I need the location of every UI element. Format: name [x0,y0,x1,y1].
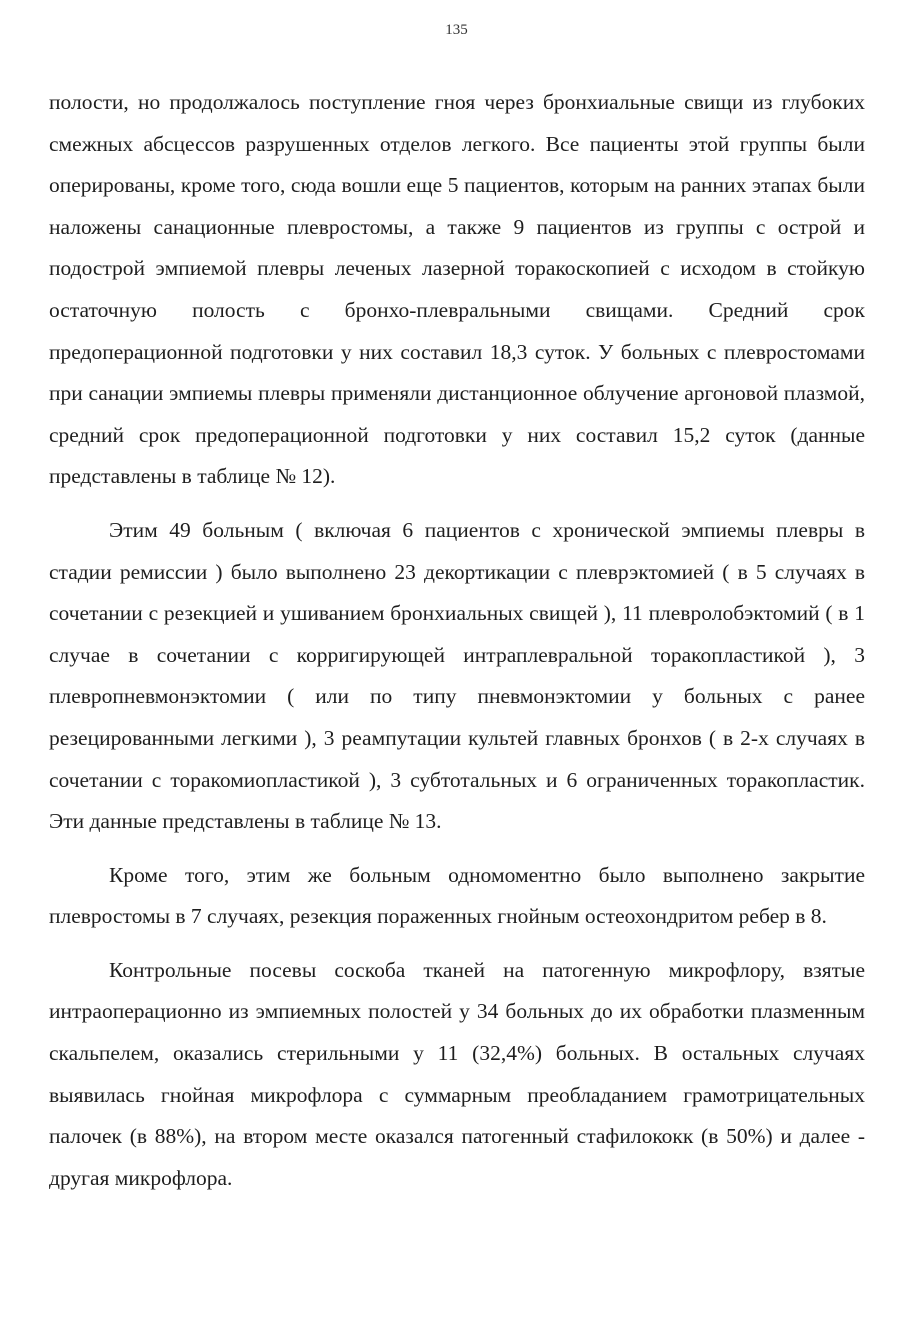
page-number: 135 [445,22,468,38]
paragraph-continuation: полости, но продолжалось поступление гноя через бронхиальные свищи из глубоких смежных абсцессов разрушенных отделов легкого. Все пациенты этой группы были оперированы, кроме того, сюда вошли еще 5 пациентов, которым на ранних этапах были наложены санационные плевростомы, а также 9 пациентов из группы с острой и подострой эмпиемой плевры леченых лазерной торакоскопией с исходом в стойкую остаточную полость с бронхо-плевральными свищами. Средний срок предоперационной подготовки у них составил 18,3 суток. У больных с плевростомами при санации эмпиемы плевры применяли дистанционное облучение аргоновой плазмой, средний срок предоперационной подготовки у них составил 15,2 суток (данные представлены в таблице № 12). [49,90,865,489]
paragraph-microflora: Контрольные посевы соскоба тканей на патогенную микрофлору, взятые интраоперационно из эмпиемных полостей у 34 больных до их обработки плазменным скальпелем, оказались стерильными у 11 (32,4%) больных. В остальных случаях выявилась гнойная микрофлора с суммарным преобладанием грамотрицательных палочек (в 88%), на втором месте оказался патогенный стафилококк (в 50%) и далее - другая микрофлора. [49,957,865,1190]
body-text [49,82,865,1199]
paragraph-operations: Этим 49 больным ( включая 6 пациентов с хронической эмпиемы плевры в стадии ремиссии ) было выполнено 23 декортикации с плеврэктомией ( в 5 случаях в сочетании с резекцией и ушиванием бронхиальных свищей ), 11 плевролобэктомий ( в 1 случае в сочетании с корригирующей интраплевральной торакопластикой ), 3 плевропневмонэктомии ( или по типу пневмонэктомии у больных с ранее резецированными легкими ), 3 реампутации культей главных бронхов ( в 2-х случаях в сочетании с торакомиопластикой ), 3 субтотальных и 6 ограниченных торакопластик. Эти данные представлены в таблице № 13. [49,517,865,834]
paragraph-additional-procedures: Кроме того, этим же больным одномоментно было выполнено закрытие плевростомы в 7 случаях, резекция пораженных гнойным остеохондритом ребер в 8. [49,862,865,929]
